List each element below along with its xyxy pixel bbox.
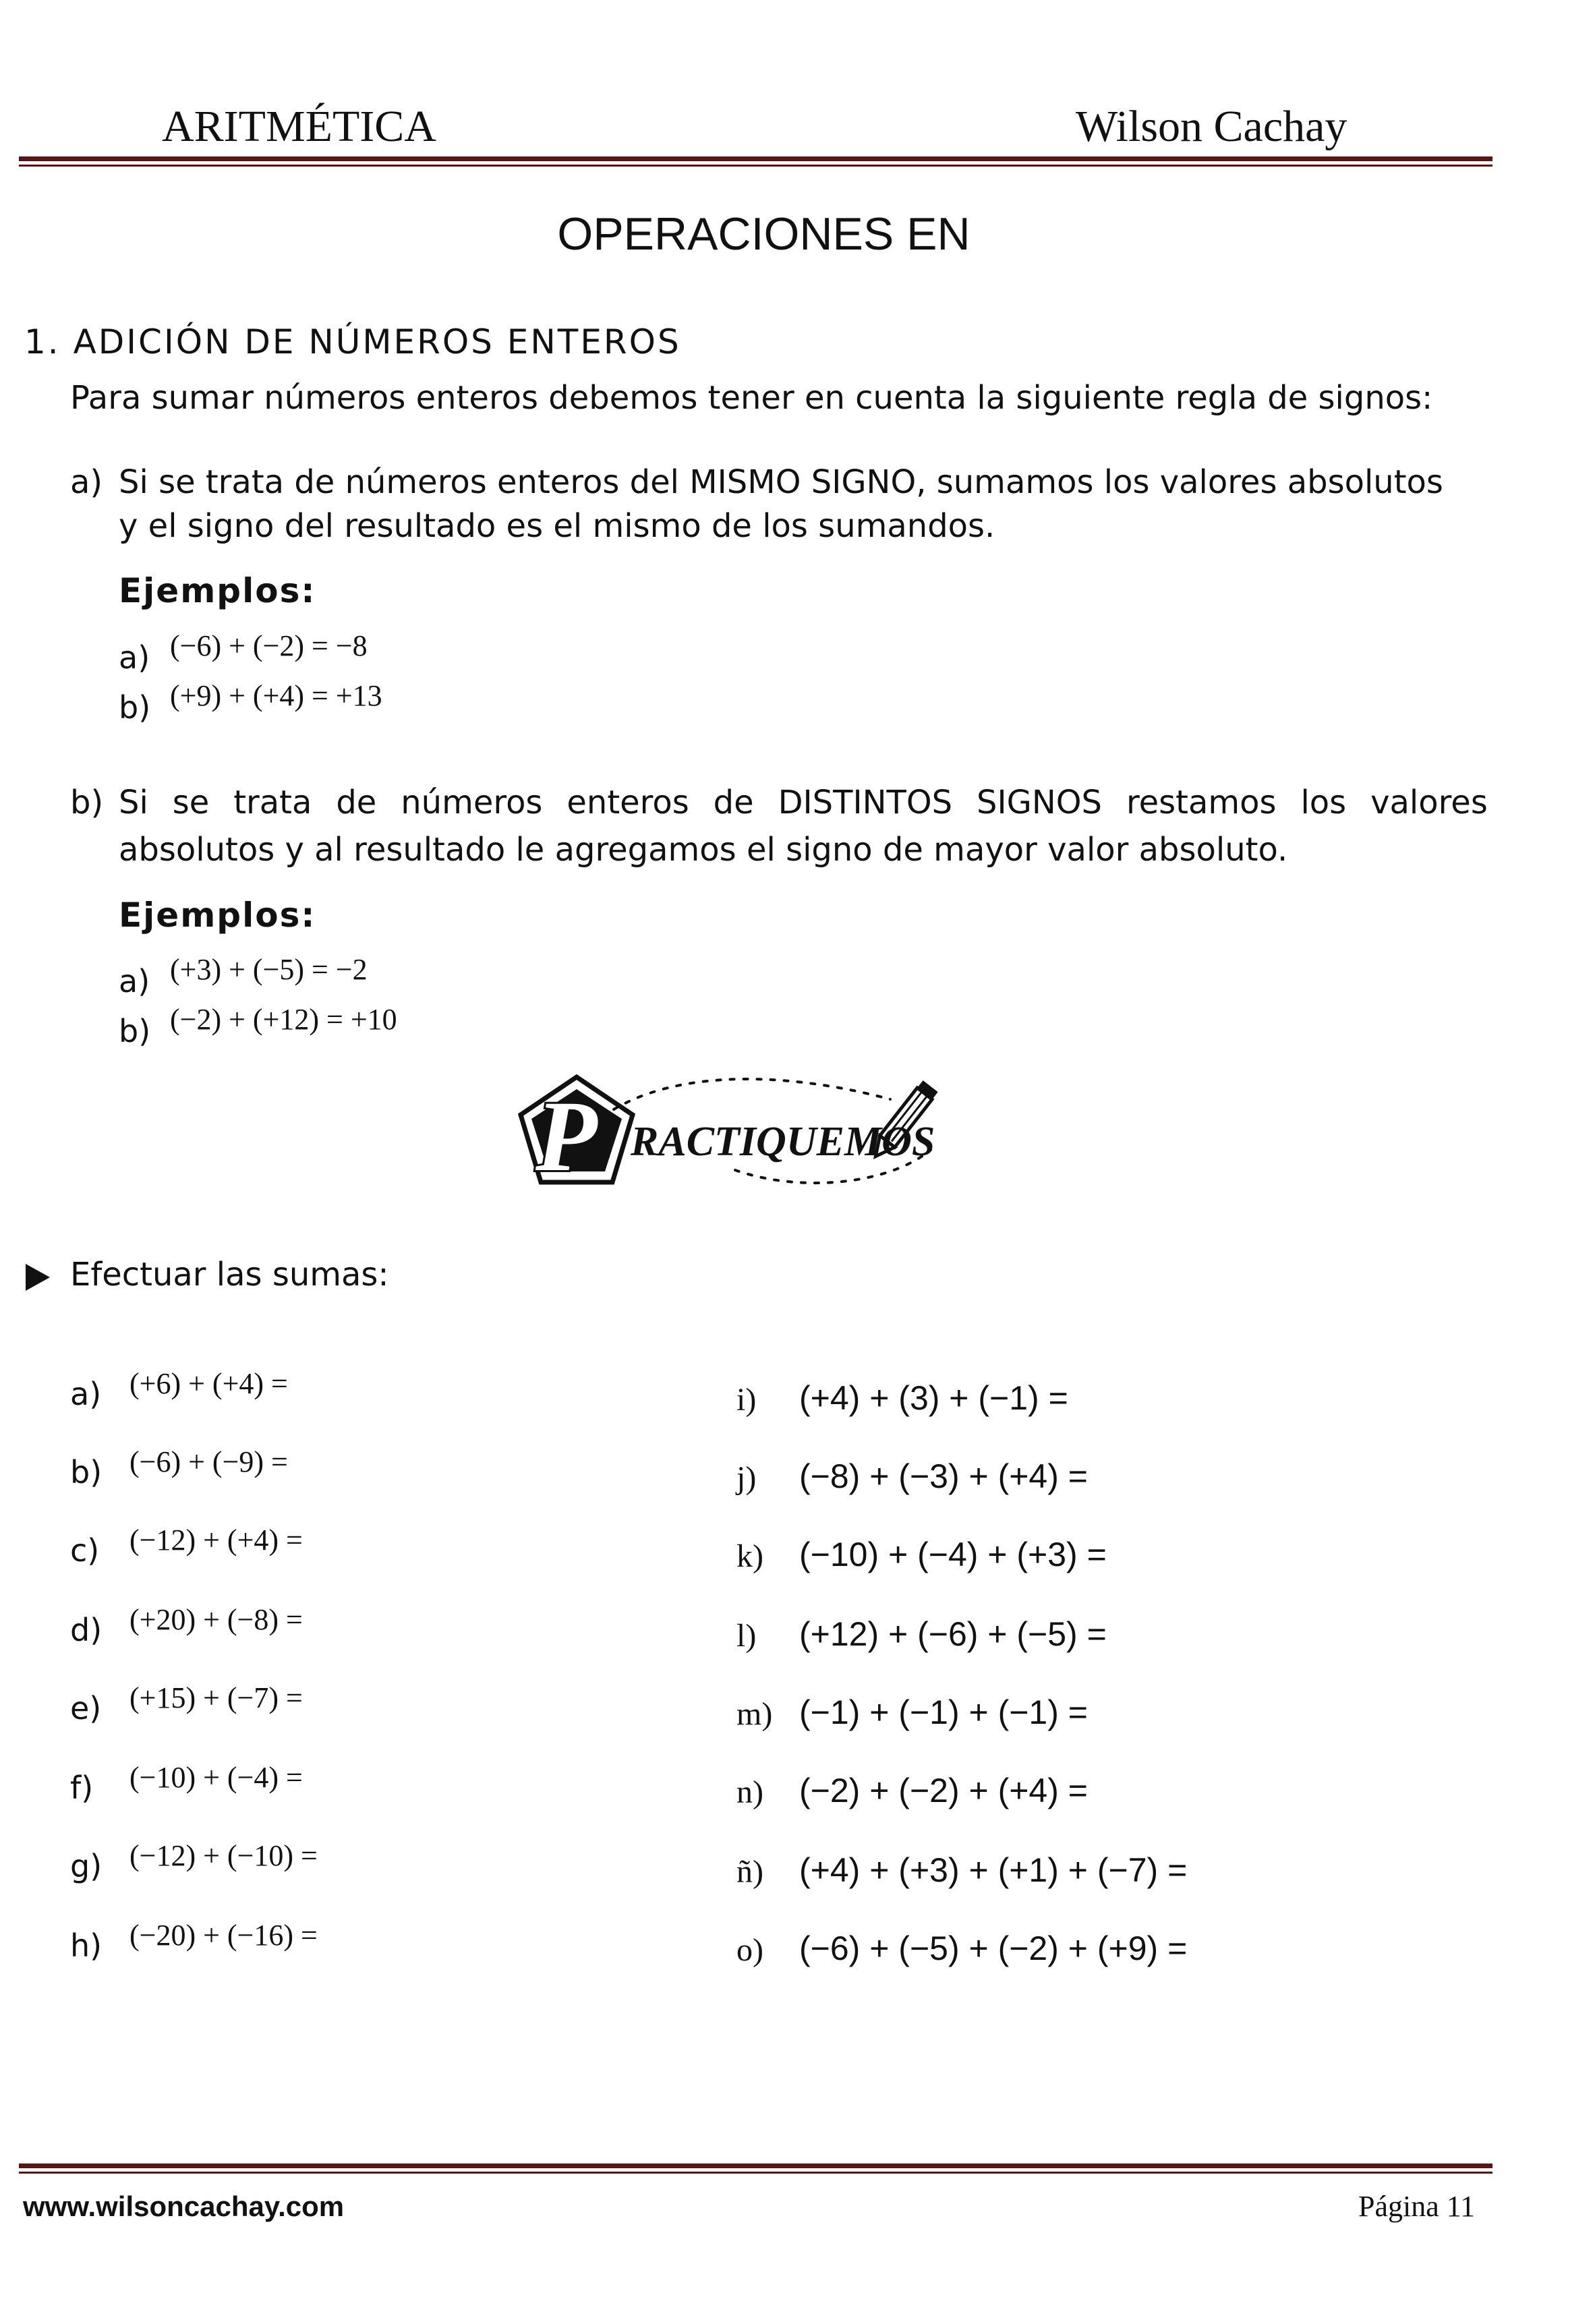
practiquemos-logo [513, 1069, 998, 1204]
exercise-expr: (+4) + (+3) + (+1) + (−7) = [799, 1851, 1188, 1889]
exercise-expr: (−1) + (−1) + (−1) = [799, 1693, 1088, 1731]
exercise-label: j) [736, 1460, 757, 1496]
footer-rule-thin [19, 2172, 1492, 2174]
exercise-label: o) [736, 1932, 763, 1968]
exercise-expr: (+20) + (−8) = [129, 1603, 303, 1636]
footer-website-link[interactable]: www.wilsoncachay.com [23, 2190, 345, 2222]
rule-b-example-expr: (−2) + (+12) = +10 [170, 1003, 397, 1036]
logo-rest: RACTIQUEMOS [631, 1119, 935, 1165]
exercise-label: b) [70, 1454, 103, 1490]
exercise-expr: (−10) + (−4) + (+3) = [799, 1536, 1107, 1573]
exercise-label: l) [736, 1618, 757, 1654]
exercise-label: e) [70, 1690, 102, 1726]
rule-b-examples-title: Ejemplos: [119, 896, 316, 935]
rule-a-line1: Si se trata de números enteros del MISMO SIGNO, sumamos los valores absolutos [119, 463, 1443, 501]
exercise-label: n) [736, 1774, 763, 1810]
exercise-expr: (+6) + (+4) = [129, 1367, 288, 1400]
exercise-label: i) [736, 1382, 757, 1418]
footer-page-number: Página 11 [1358, 2190, 1476, 2223]
rule-a-line2: y el signo del resultado es el mismo de los sumandos. [119, 507, 995, 545]
exercise-expr: (−6) + (−9) = [129, 1445, 288, 1478]
footer-rule-thick [19, 2163, 1492, 2168]
header-rule-thick [19, 156, 1492, 161]
rule-b-word: de [713, 784, 754, 821]
dashed-arc-top [614, 1079, 890, 1109]
rule-a-example-expr: (+9) + (+4) = +13 [170, 679, 382, 712]
section-heading: 1. ADICIÓN DE NÚMEROS ENTEROS [24, 322, 681, 361]
exercise-instruction: Efectuar las sumas: [70, 1256, 389, 1294]
exercise-label: k) [736, 1538, 763, 1574]
rule-b-word: SIGNOS [977, 784, 1103, 821]
rule-b-line2: absolutos y al resultado le agregamos el signo de mayor valor absoluto. [119, 831, 1288, 869]
rule-a-examples-title: Ejemplos: [119, 571, 316, 610]
section-intro: Para sumar números enteros debemos tener en cuenta la siguiente regla de signos: [70, 379, 1433, 417]
exercise-expr: (−8) + (−3) + (+4) = [799, 1457, 1088, 1495]
rule-b-example-label: a) [119, 963, 150, 999]
exercise-label: ñ) [736, 1854, 763, 1890]
exercise-expr: (+12) + (−6) + (−5) = [799, 1615, 1107, 1653]
exercise-expr: (+4) + (3) + (−1) = [799, 1379, 1068, 1417]
rule-a-example-expr: (−6) + (−2) = −8 [170, 629, 368, 662]
exercise-expr: (−10) + (−4) = [129, 1761, 303, 1794]
rule-b-word: restamos [1126, 784, 1277, 821]
exercise-label: a) [70, 1376, 102, 1412]
rule-a-example-label: b) [119, 689, 151, 726]
exercise-label: d) [70, 1612, 103, 1648]
rule-b-word: valores [1370, 784, 1488, 821]
header-author: Wilson Cachay [1076, 102, 1347, 151]
rule-b-word: se [172, 784, 210, 821]
triangle-right-icon [24, 1262, 51, 1295]
page-title: OPERACIONES EN [557, 208, 970, 260]
exercise-expr: (−6) + (−5) + (−2) + (+9) = [799, 1929, 1188, 1967]
exercise-label: f) [70, 1770, 94, 1806]
rule-b-label: b) [70, 784, 104, 821]
exercise-expr: (−12) + (+4) = [129, 1523, 303, 1557]
rule-b-word: enteros [567, 784, 689, 821]
exercise-expr: (−12) + (−10) = [129, 1839, 318, 1872]
rule-b-word: Si [119, 784, 148, 821]
rule-b-example-expr: (+3) + (−5) = −2 [170, 953, 368, 986]
rule-b-word: de [336, 784, 377, 821]
rule-b-line1 [119, 784, 1488, 821]
rule-a-example-label: a) [119, 639, 150, 676]
logo-letter: P [535, 1080, 598, 1192]
exercise-expr: (+15) + (−7) = [129, 1681, 303, 1714]
rule-b-example-label: b) [119, 1013, 151, 1049]
exercise-label: h) [70, 1927, 103, 1964]
rule-b-word: los [1300, 784, 1347, 821]
exercise-label: g) [70, 1848, 103, 1884]
header-rule-thin [19, 165, 1492, 167]
rule-b-word: DISTINTOS [778, 784, 953, 821]
exercise-label: m) [736, 1696, 773, 1732]
rule-b-word: trata [233, 784, 312, 821]
rule-a-label: a) [70, 463, 103, 501]
exercise-label: c) [70, 1532, 100, 1569]
practiquemos-logo-graphic [513, 1069, 998, 1204]
exercise-expr: (−20) + (−16) = [129, 1919, 318, 1952]
rule-b-word: números [401, 784, 543, 821]
exercise-expr: (−2) + (−2) + (+4) = [799, 1772, 1088, 1809]
header-subject: ARITMÉTICA [162, 102, 436, 151]
